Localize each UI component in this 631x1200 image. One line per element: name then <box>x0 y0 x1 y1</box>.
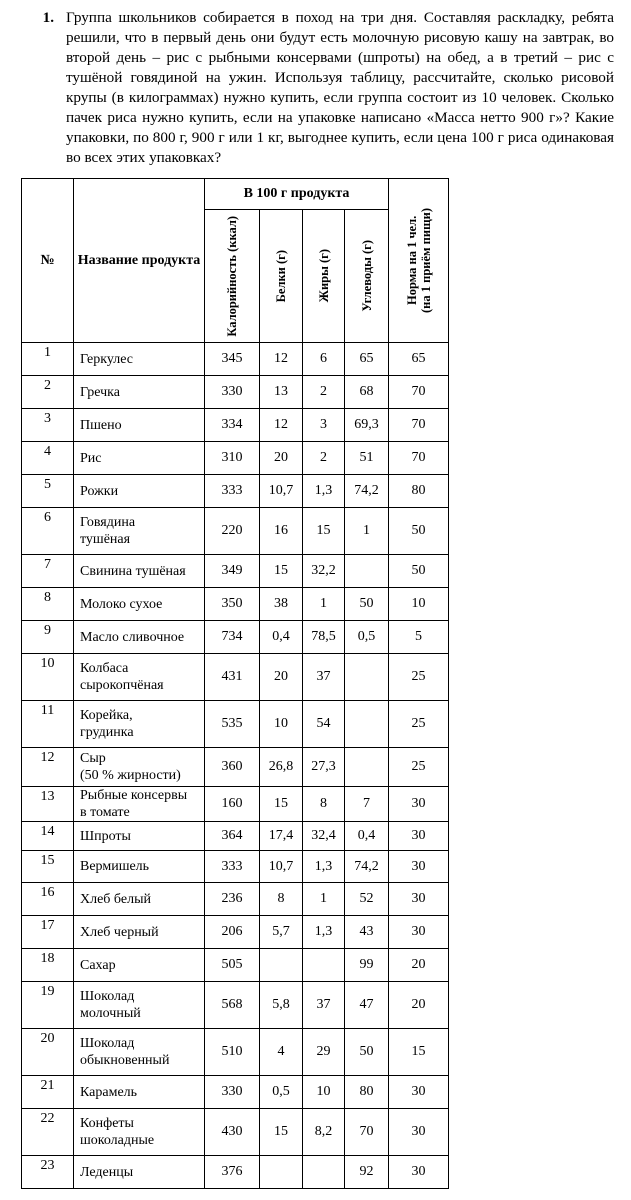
product-name-line: (50 % жирности) <box>80 768 181 783</box>
cell-product-name <box>74 949 205 982</box>
cell-product-name <box>74 1109 205 1156</box>
cell-norm: 5 <box>389 621 449 654</box>
header-fat: Жиры (г) <box>303 210 345 343</box>
cell-product-name <box>74 883 205 916</box>
cell-calories: 333 <box>205 475 260 508</box>
table-row <box>22 621 449 654</box>
cell-protein: 13 <box>260 376 303 409</box>
cell-carbs <box>345 654 389 701</box>
cell-fat: 29 <box>303 1029 345 1076</box>
cell-number: 5 <box>22 475 74 508</box>
cell-fat: 15 <box>303 508 345 555</box>
cell-norm: 30 <box>389 1156 449 1189</box>
cell-calories: 350 <box>205 588 260 621</box>
cell-calories: 206 <box>205 916 260 949</box>
cell-number: 11 <box>22 701 74 748</box>
cell-calories: 349 <box>205 555 260 588</box>
table-row <box>22 851 449 883</box>
cell-carbs: 7 <box>345 787 389 822</box>
cell-protein: 12 <box>260 409 303 442</box>
cell-number: 8 <box>22 588 74 621</box>
cell-carbs: 52 <box>345 883 389 916</box>
cell-protein <box>260 1156 303 1189</box>
cell-fat: 8 <box>303 787 345 822</box>
cell-product-name <box>74 588 205 621</box>
header-calories: Калорийность (ккал) <box>205 210 260 343</box>
problem-statement <box>14 8 614 168</box>
cell-calories: 568 <box>205 982 260 1029</box>
table-row <box>22 343 449 376</box>
table-row <box>22 588 449 621</box>
cell-protein: 16 <box>260 508 303 555</box>
table-row <box>22 508 449 555</box>
cell-protein: 15 <box>260 555 303 588</box>
cell-norm: 15 <box>389 1029 449 1076</box>
table-row <box>22 982 449 1029</box>
cell-number: 2 <box>22 376 74 409</box>
product-name-line: грудинка <box>80 725 134 740</box>
cell-norm: 80 <box>389 475 449 508</box>
cell-number: 10 <box>22 654 74 701</box>
cell-carbs: 65 <box>345 343 389 376</box>
product-name-line: Конфеты <box>80 1116 134 1131</box>
cell-protein: 10,7 <box>260 475 303 508</box>
cell-carbs: 0,4 <box>345 822 389 851</box>
cell-norm: 30 <box>389 916 449 949</box>
cell-norm: 30 <box>389 787 449 822</box>
cell-calories: 734 <box>205 621 260 654</box>
cell-product-name <box>74 376 205 409</box>
cell-number: 12 <box>22 748 74 787</box>
cell-product-name <box>74 508 205 555</box>
cell-fat: 1,3 <box>303 851 345 883</box>
cell-carbs: 70 <box>345 1109 389 1156</box>
cell-number: 17 <box>22 916 74 949</box>
cell-product-name <box>74 851 205 883</box>
cell-product-name <box>74 409 205 442</box>
table-row <box>22 654 449 701</box>
cell-number: 9 <box>22 621 74 654</box>
cell-calories: 360 <box>205 748 260 787</box>
product-name-line: в томате <box>80 805 130 820</box>
cell-number: 15 <box>22 851 74 883</box>
cell-carbs: 69,3 <box>345 409 389 442</box>
cell-product-name <box>74 701 205 748</box>
table-row <box>22 787 449 822</box>
cell-fat: 3 <box>303 409 345 442</box>
cell-number: 20 <box>22 1029 74 1076</box>
product-name-line: Хлеб черный <box>80 924 159 940</box>
cell-protein: 12 <box>260 343 303 376</box>
table-row <box>22 1076 449 1109</box>
cell-norm: 30 <box>389 822 449 851</box>
cell-number: 21 <box>22 1076 74 1109</box>
cell-fat: 8,2 <box>303 1109 345 1156</box>
table-row <box>22 1029 449 1076</box>
cell-norm: 10 <box>389 588 449 621</box>
cell-product-name <box>74 654 205 701</box>
cell-norm: 30 <box>389 1076 449 1109</box>
table-row <box>22 555 449 588</box>
cell-carbs: 80 <box>345 1076 389 1109</box>
cell-carbs <box>345 555 389 588</box>
cell-number: 1 <box>22 343 74 376</box>
cell-norm: 70 <box>389 442 449 475</box>
product-name-line: Гречка <box>80 384 120 400</box>
cell-fat: 32,4 <box>303 822 345 851</box>
cell-product-name <box>74 1156 205 1189</box>
table-row <box>22 1156 449 1189</box>
cell-norm: 50 <box>389 555 449 588</box>
nutrition-table <box>21 178 449 1189</box>
cell-number: 6 <box>22 508 74 555</box>
cell-norm: 30 <box>389 851 449 883</box>
cell-carbs: 74,2 <box>345 475 389 508</box>
product-name-line: Колбаса <box>80 661 129 676</box>
cell-protein: 5,8 <box>260 982 303 1029</box>
cell-calories: 334 <box>205 409 260 442</box>
product-name-line: Вермишель <box>80 859 150 874</box>
cell-calories: 505 <box>205 949 260 982</box>
table-row <box>22 442 449 475</box>
cell-carbs: 99 <box>345 949 389 982</box>
cell-carbs <box>345 748 389 787</box>
cell-calories: 220 <box>205 508 260 555</box>
product-name-line: Рыбные консервы <box>80 788 188 803</box>
cell-norm: 70 <box>389 409 449 442</box>
cell-protein: 10 <box>260 701 303 748</box>
cell-calories: 310 <box>205 442 260 475</box>
cell-protein: 0,4 <box>260 621 303 654</box>
cell-norm: 70 <box>389 376 449 409</box>
cell-protein: 15 <box>260 787 303 822</box>
table-row <box>22 822 449 851</box>
cell-carbs: 43 <box>345 916 389 949</box>
cell-norm: 30 <box>389 1109 449 1156</box>
cell-norm: 20 <box>389 982 449 1029</box>
cell-number: 23 <box>22 1156 74 1189</box>
cell-product-name <box>74 916 205 949</box>
cell-fat: 27,3 <box>303 748 345 787</box>
table-row <box>22 376 449 409</box>
header-carbs: Углеводы (г) <box>345 210 389 343</box>
cell-fat <box>303 949 345 982</box>
product-name-line: Леденцы <box>80 1164 134 1180</box>
cell-fat: 78,5 <box>303 621 345 654</box>
cell-norm: 25 <box>389 654 449 701</box>
product-name-line: обыкновенный <box>80 1053 170 1068</box>
cell-norm: 20 <box>389 949 449 982</box>
cell-number: 19 <box>22 982 74 1029</box>
table-row <box>22 949 449 982</box>
product-name-line: Хлеб белый <box>80 891 151 907</box>
cell-product-name <box>74 475 205 508</box>
cell-protein: 0,5 <box>260 1076 303 1109</box>
cell-protein: 26,8 <box>260 748 303 787</box>
cell-calories: 236 <box>205 883 260 916</box>
cell-carbs: 51 <box>345 442 389 475</box>
cell-fat: 2 <box>303 442 345 475</box>
cell-number: 7 <box>22 555 74 588</box>
cell-protein: 20 <box>260 654 303 701</box>
product-name-line: Масло сливочное <box>80 629 185 645</box>
cell-protein: 8 <box>260 883 303 916</box>
cell-carbs: 47 <box>345 982 389 1029</box>
table-row <box>22 883 449 916</box>
table-row <box>22 701 449 748</box>
cell-product-name <box>74 748 205 787</box>
cell-number: 14 <box>22 822 74 851</box>
cell-fat: 32,2 <box>303 555 345 588</box>
cell-carbs: 74,2 <box>345 851 389 883</box>
cell-fat: 1,3 <box>303 475 345 508</box>
product-name-line: Сыр <box>80 751 106 766</box>
cell-product-name <box>74 442 205 475</box>
product-name-line: Корейка, <box>80 708 133 723</box>
cell-calories: 345 <box>205 343 260 376</box>
cell-carbs: 50 <box>345 588 389 621</box>
problem-text: Группа школьников собирается в поход на три дня. Составляя раскладку, ребята решили, что в первый день они будут есть молочную рисовую кашу на завтрак, во второй день – рис с рыбными консервами (шпроты) на обед, а в третий – рис с тушёной говядиной на ужин. Используя таблицу, рассчитайте, сколько рисовой крупы (в килограммах) нужно купить, если группа состоит из 10 человек. Сколько пачек риса нужно купить, если на упаковке написано «Масса нетто 900 г»? Какие упаковки, по 800 г, 900 г или 1 кг, выгоднее купить, если цена 100 г риса одинаковая во всех этих упаковках? <box>66 9 614 166</box>
cell-product-name <box>74 982 205 1029</box>
product-name-line: Шоколад <box>80 989 135 1004</box>
cell-fat: 1 <box>303 883 345 916</box>
cell-calories: 364 <box>205 822 260 851</box>
table-row <box>22 475 449 508</box>
cell-fat: 37 <box>303 654 345 701</box>
cell-fat: 54 <box>303 701 345 748</box>
table-row <box>22 409 449 442</box>
header-product-name: Название продукта <box>74 179 205 343</box>
cell-calories: 430 <box>205 1109 260 1156</box>
cell-protein: 4 <box>260 1029 303 1076</box>
product-name-line: Шпроты <box>80 828 131 844</box>
header-norm <box>389 179 449 343</box>
header-norm-line2: (на 1 приём пищи) <box>418 208 433 313</box>
product-name-line: Карамель <box>80 1084 138 1100</box>
cell-number: 4 <box>22 442 74 475</box>
cell-fat: 10 <box>303 1076 345 1109</box>
cell-calories: 333 <box>205 851 260 883</box>
cell-fat: 1 <box>303 588 345 621</box>
cell-product-name <box>74 621 205 654</box>
table-row <box>22 916 449 949</box>
cell-calories: 535 <box>205 701 260 748</box>
cell-product-name <box>74 555 205 588</box>
cell-fat: 6 <box>303 343 345 376</box>
cell-number: 18 <box>22 949 74 982</box>
header-number: № <box>22 179 74 343</box>
cell-carbs: 50 <box>345 1029 389 1076</box>
cell-protein: 20 <box>260 442 303 475</box>
cell-calories: 330 <box>205 376 260 409</box>
cell-protein <box>260 949 303 982</box>
header-per-100g: В 100 г продукта <box>205 179 389 210</box>
cell-fat: 37 <box>303 982 345 1029</box>
product-name-line: Молоко сухое <box>80 596 163 612</box>
product-name-line: шоколадные <box>80 1133 155 1148</box>
cell-calories: 330 <box>205 1076 260 1109</box>
cell-protein: 15 <box>260 1109 303 1156</box>
cell-norm: 25 <box>389 748 449 787</box>
cell-number: 13 <box>22 787 74 822</box>
product-name-line: Свинина тушёная <box>80 563 186 579</box>
product-name-line: Рис <box>80 450 102 466</box>
cell-protein: 38 <box>260 588 303 621</box>
cell-product-name <box>74 343 205 376</box>
cell-carbs: 0,5 <box>345 621 389 654</box>
product-name-line: молочный <box>80 1006 141 1021</box>
cell-product-name <box>74 1076 205 1109</box>
cell-protein: 10,7 <box>260 851 303 883</box>
cell-product-name <box>74 787 205 822</box>
table-row <box>22 1109 449 1156</box>
problem-number: 1. <box>42 9 54 26</box>
cell-product-name <box>74 1029 205 1076</box>
cell-number: 3 <box>22 409 74 442</box>
product-name-line: Сахар <box>80 957 116 973</box>
cell-fat: 1,3 <box>303 916 345 949</box>
product-name-line: Геркулес <box>80 351 133 367</box>
header-protein: Белки (г) <box>260 210 303 343</box>
table-row <box>22 748 449 787</box>
cell-carbs <box>345 701 389 748</box>
product-name-line: Шоколад <box>80 1036 135 1051</box>
cell-carbs: 1 <box>345 508 389 555</box>
cell-calories: 510 <box>205 1029 260 1076</box>
product-name-line: сырокопчёная <box>80 678 164 693</box>
cell-product-name <box>74 822 205 851</box>
cell-number: 16 <box>22 883 74 916</box>
cell-calories: 160 <box>205 787 260 822</box>
product-name-line: тушёная <box>80 532 131 547</box>
cell-norm: 30 <box>389 883 449 916</box>
table-body <box>22 343 449 1189</box>
cell-carbs: 92 <box>345 1156 389 1189</box>
cell-protein: 5,7 <box>260 916 303 949</box>
cell-number: 22 <box>22 1109 74 1156</box>
cell-norm: 25 <box>389 701 449 748</box>
cell-carbs: 68 <box>345 376 389 409</box>
header-norm-line1: Норма на 1 чел. <box>404 215 419 306</box>
cell-protein: 17,4 <box>260 822 303 851</box>
cell-fat: 2 <box>303 376 345 409</box>
cell-norm: 65 <box>389 343 449 376</box>
cell-calories: 376 <box>205 1156 260 1189</box>
cell-fat <box>303 1156 345 1189</box>
product-name-line: Говядина <box>80 515 136 530</box>
cell-norm: 50 <box>389 508 449 555</box>
product-name-line: Пшено <box>80 417 122 433</box>
cell-calories: 431 <box>205 654 260 701</box>
product-name-line: Рожки <box>80 483 119 499</box>
